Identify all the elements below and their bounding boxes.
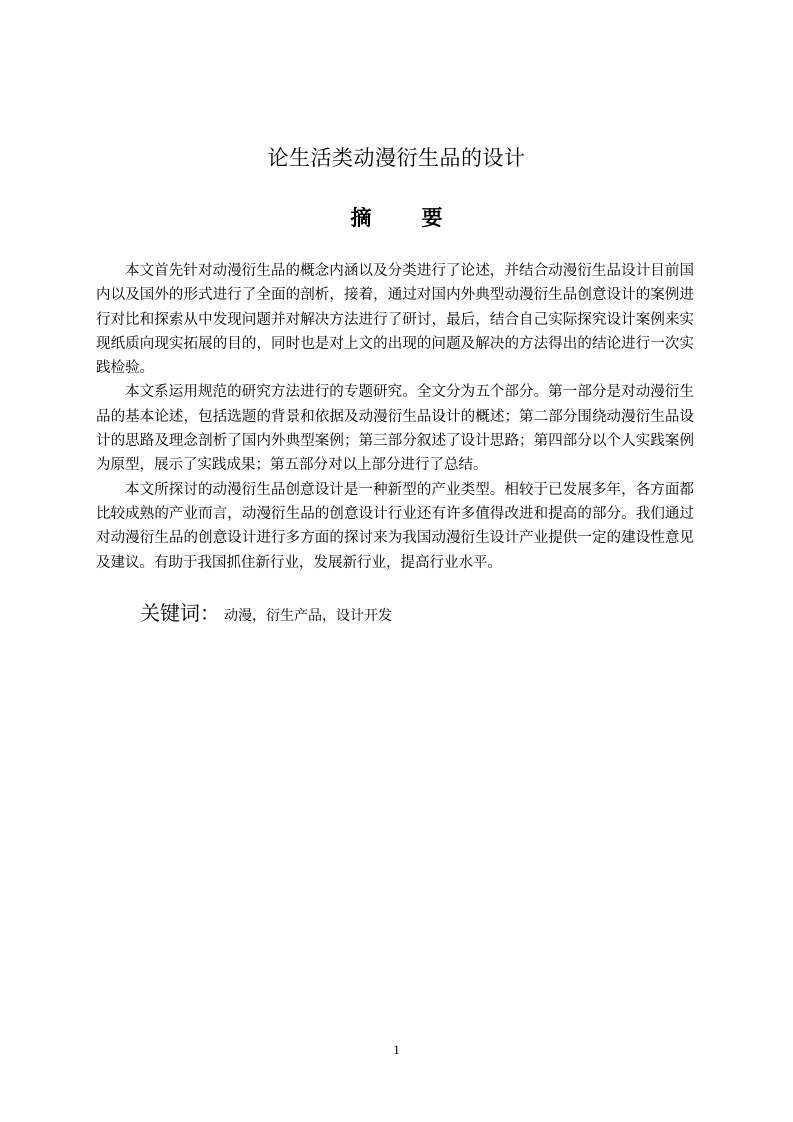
abstract-heading-char-2: 要	[421, 205, 443, 230]
abstract-body	[96, 259, 694, 575]
document-title: 论生活类动漫衍生品的设计	[267, 146, 526, 170]
abstract-heading	[0, 203, 793, 233]
abstract-heading-char-1: 摘	[350, 205, 372, 230]
keywords-label: 关键词：	[140, 601, 220, 625]
keywords-line	[140, 598, 392, 631]
abstract-paragraph-2: 本文系运用规范的研究方法进行的专题研究。全文分为五个部分。第一部分是对动漫衍生品的基本论述，包括选题的背景和依据及动漫衍生品设计的概述；第二部分围绕动漫衍生品设计的思路及理念剖析了国内外典型案例；第三部分叙述了设计思路；第四部分以个人实践案例为原型，展示了实践成果；第五部分对以上部分进行了总结。	[96, 384, 694, 474]
abstract-paragraph-1: 本文首先针对动漫衍生品的概念内涵以及分类进行了论述，并结合动漫衍生品设计目前国内以及国外的形式进行了全面的剖析，接着，通过对国内外典型动漫衍生品创意设计的案例进行对比和探索从中发现问题并对解决方法进行了研讨，最后，结合自己实际探究设计案例来实现纸质向现实拓展的目的，同时也是对上文的出现的问题及解决的方法得出的结论进行一次实践检验。	[96, 263, 694, 377]
abstract-paragraph-3: 本文所探讨的动漫衍生品创意设计是一种新型的产业类型。相较于已发展多年，各方面都比较成熟的产业而言，动漫衍生品的创意设计行业还有许多值得改进和提高的部分。我们通过对动漫衍生品的创意设计进行多方面的探讨来为我国动漫衍生设计产业提供一定的建设性意见及建议。有助于我国抓住新行业，发展新行业，提高行业水平。	[96, 481, 694, 571]
page-number: 1	[393, 1042, 400, 1057]
keywords-value: 动漫，衍生产品，设计开发	[224, 608, 392, 624]
